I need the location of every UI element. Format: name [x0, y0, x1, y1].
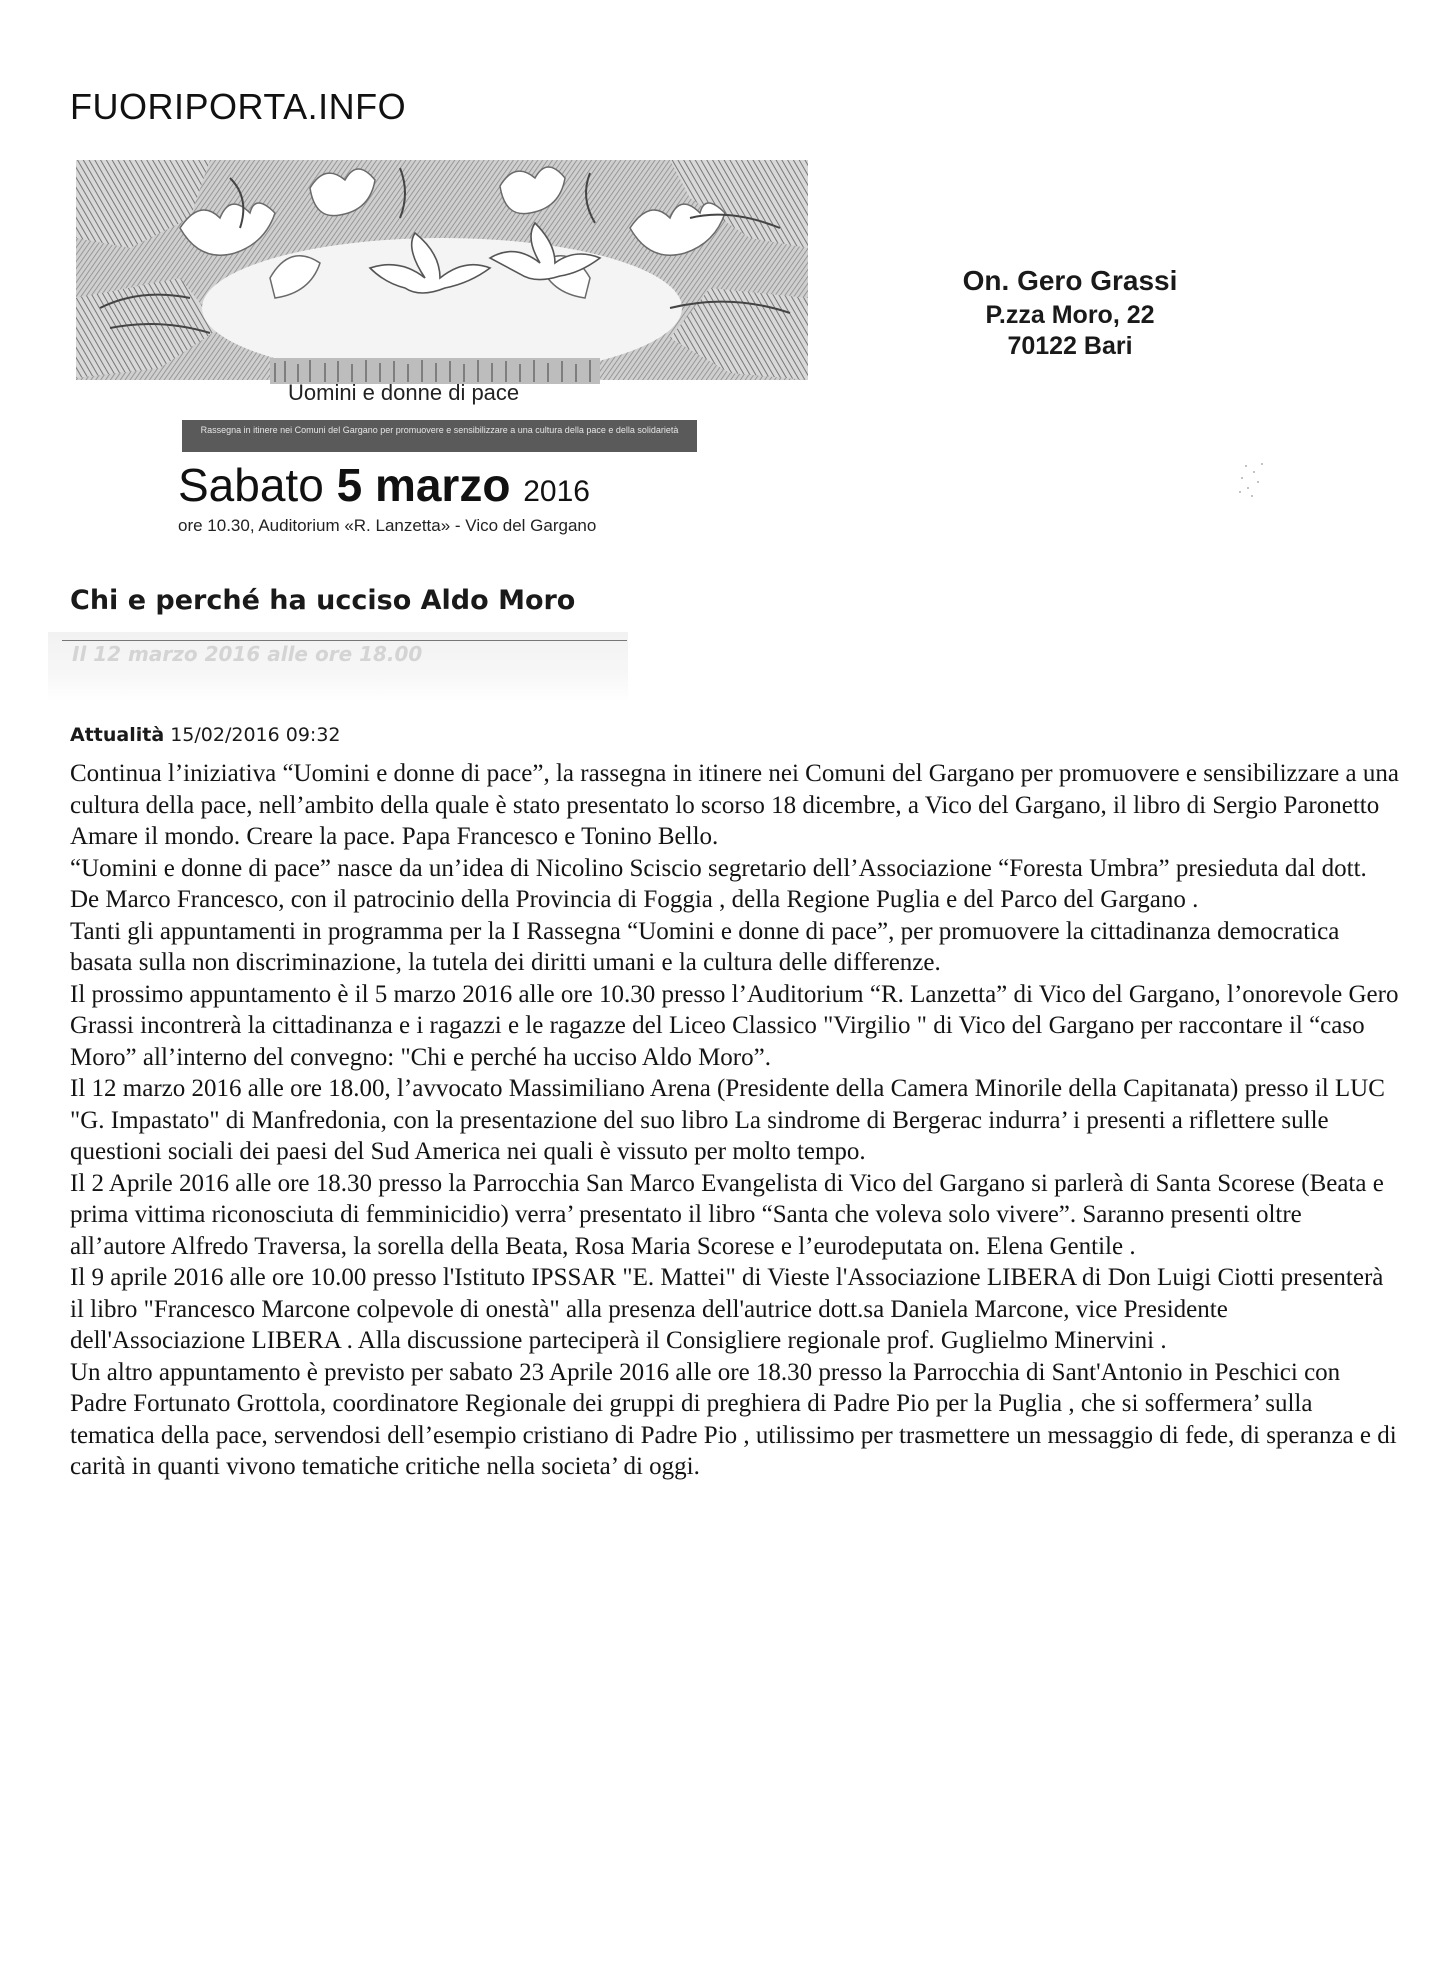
banner-subtitle: Rassegna in itinere nei Comuni del Gargano per promuovere e sensibilizzare a una cultura della pace e della solidarietà — [182, 420, 697, 452]
address-name: On. Gero Grassi — [962, 265, 1178, 296]
event-weekday: Sabato — [178, 459, 324, 511]
paragraph: Continua l’iniziativa “Uomini e donne di pace”, la rassegna in itinere nei Comuni del Gargano per promuovere e sensibilizzare a una cultura della pace, nell’ambito della quale è stato presentato lo scorso 18 dicembre, a Vico del Gargano, il libro di Sergio Paronetto Amare il mondo. Creare la pace. Papa Francesco e Tonino Bello. — [70, 760, 1399, 850]
paragraph: “Uomini e donne di pace” nasce da un’idea di Nicolino Sciscio segretario dell’Associazione “Foresta Umbra” presieduta dal dott. De Marco Francesco, con il patrocinio della Provincia di Foggia , della Regione Puglia e del Parco del Gargano . — [70, 854, 1367, 913]
scan-specks — [1236, 458, 1276, 508]
hands-and-doves-illustration — [70, 158, 810, 388]
article-category: Attualità — [70, 724, 165, 746]
divider — [62, 640, 627, 641]
event-day-month: 5 marzo — [336, 459, 511, 511]
article-timestamp: 15/02/2016 09:32 — [170, 724, 341, 746]
paragraph: Il prossimo appuntamento è il 5 marzo 2016 alle ore 10.30 presso l’Auditorium “R. Lanzetta” di Vico del Gargano, l’onorevole Gero Grassi incontrerà la cittadinanza e i ragazzi e le ragazze del Liceo Classico "Virgilio " di Vico del Gargano per raccontare il “caso Moro” all’interno del convegno: "Chi e perché ha ucciso Aldo Moro”. — [70, 980, 1399, 1071]
banner-title: Uomini e donne di pace — [288, 380, 520, 405]
address-street: P.zza Moro, 22 — [985, 301, 1155, 329]
article-body — [70, 758, 1400, 1483]
paragraph: Il 12 marzo 2016 alle ore 18.00, l’avvocato Massimiliano Arena (Presidente della Camera Minorile della Capitanata) presso il LUC "G. Impastato" di Manfredonia, con la presentazione del suo libro La sindrome di Bergerac indurra’ i presenti a riflettere sulle questioni sociali dei paesi del Sud America nei quali è vissuto per molto tempo. — [70, 1075, 1385, 1165]
faded-subtitle-area — [48, 632, 628, 702]
recipient-address — [920, 265, 1220, 361]
paragraph: Un altro appuntamento è previsto per sabato 23 Aprile 2016 alle ore 18.30 presso la Parrocchia di Sant'Antonio in Peschici con Padre Fortunato Grottola, coordinatore Regionale dei gruppi di preghiera di Padre Pio per la Puglia , che si soffermera’ sulla tematica della pace, servendosi dell’esempio cristiano di Padre Pio , utilissimo per trasmettere un messaggio di fede, di speranza e di carità in quanti vivono tematiche critiche nella societa’ di oggi. — [70, 1358, 1397, 1480]
event-place: ore 10.30, Auditorium «R. Lanzetta» - Vico del Gargano — [178, 516, 597, 535]
paragraph: Tanti gli appuntamenti in programma per la I Rassegna “Uomini e donne di pace”, per promuovere la cittadinanza democratica basata sulla non discriminazione, la tutela dei diritti umani e la cultura delle differenze. — [70, 917, 1340, 976]
address-city: 70122 Bari — [1007, 332, 1133, 360]
paragraph: Il 9 aprile 2016 alle ore 10.00 presso l'Istituto IPSSAR "E. Mattei" di Vieste l'Associazione LIBERA di Don Luigi Ciotti presenterà il libro "Francesco Marcone colpevole di onestà" alla presenza dell'autrice dott.sa Daniela Marcone, vice Presidente dell'Associazione LIBERA . Alla discussione parteciperà il Consigliere regionale prof. Guglielmo Minervini . — [70, 1264, 1384, 1354]
article-meta — [70, 724, 341, 746]
paragraph: Il 2 Aprile 2016 alle ore 18.30 presso la Parrocchia San Marco Evangelista di Vico del Gargano si parlerà di Santa Scorese (Beata e prima vittima riconosciuta di femminicidio) verra’ presentato il libro “Santa che voleva solo vivere”. Saranno presenti oltre all’autore Alfredo Traversa, la sorella della Beata, Rosa Maria Scorese e l’eurodeputata on. Elena Gentile . — [70, 1169, 1384, 1260]
faded-subtitle: Il 12 marzo 2016 alle ore 18.00 — [72, 642, 423, 666]
site-name: FUORIPORTA.INFO — [70, 86, 407, 127]
article-headline: Chi e perché ha ucciso Aldo Moro — [70, 585, 576, 616]
event-year: 2016 — [523, 475, 590, 508]
event-date — [178, 458, 590, 512]
event-banner — [70, 158, 810, 540]
